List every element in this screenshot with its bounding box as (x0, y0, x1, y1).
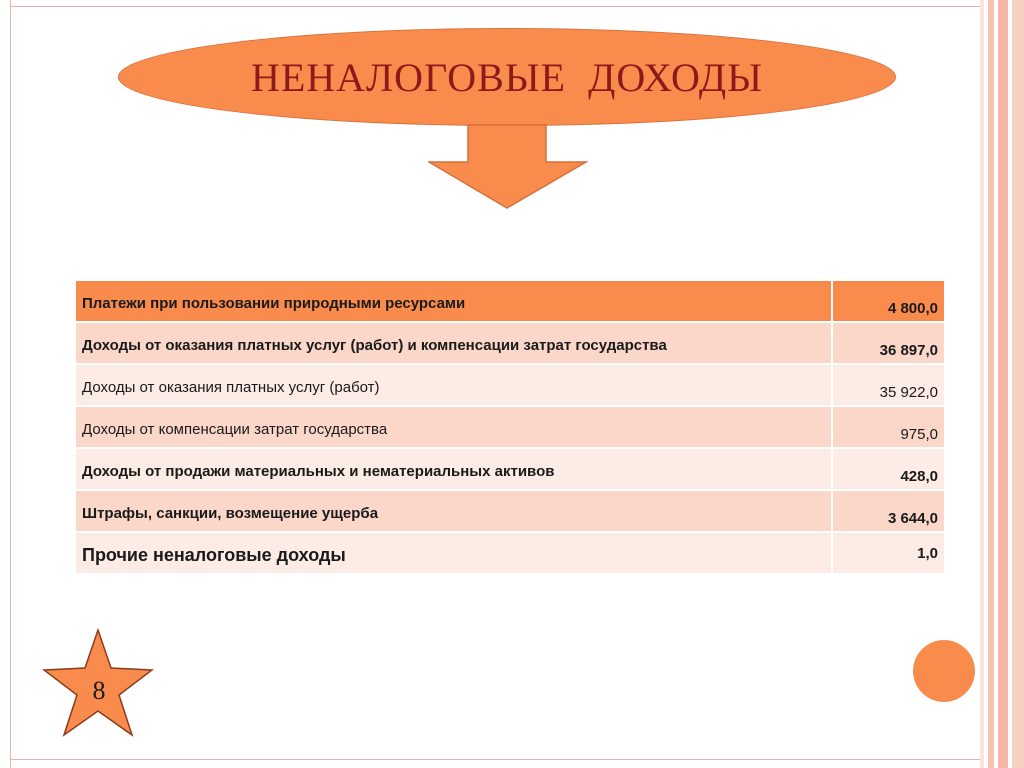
row-label: Доходы от оказания платных услуг (работ) и компенсации затрат государства (76, 322, 832, 364)
table-row (76, 322, 944, 364)
revenue-table (76, 281, 944, 575)
row-label: Штрафы, санкции, возмещение ущерба (76, 490, 832, 532)
row-value: 3 644,0 (887, 510, 938, 527)
table-row (76, 281, 944, 322)
table-row (76, 532, 944, 574)
row-value: 428,0 (900, 468, 938, 485)
row-value: 4 800,0 (887, 300, 938, 317)
row-label: Доходы от оказания платных услуг (работ) (76, 364, 832, 406)
slide-frame-right-stripes (980, 0, 1024, 768)
table-row (76, 406, 944, 448)
table-row (76, 364, 944, 406)
row-label: Доходы от продажи материальных и нематериальных активов (76, 448, 832, 490)
slide-title: НЕНАЛОГОВЫЕ ДОХОДЫ (250, 54, 764, 100)
row-value: 975,0 (900, 426, 938, 443)
table-row (76, 490, 944, 532)
decorative-circle (913, 640, 975, 702)
row-value: 35 922,0 (879, 384, 938, 401)
row-value: 36 897,0 (879, 342, 938, 359)
row-value: 1,0 (917, 545, 938, 562)
page-number: 8 (92, 676, 106, 705)
table-row (76, 448, 944, 490)
row-label: Прочие неналоговые доходы (76, 532, 832, 574)
down-arrow-icon (428, 124, 588, 210)
slide-frame-left (0, 0, 11, 768)
slide-frame-top (10, 0, 980, 7)
row-label: Доходы от компенсации затрат государства (76, 406, 832, 448)
slide-frame-bottom (10, 759, 980, 768)
row-label: Платежи при пользовании природными ресурсами (76, 281, 832, 322)
title-ellipse (118, 28, 896, 126)
